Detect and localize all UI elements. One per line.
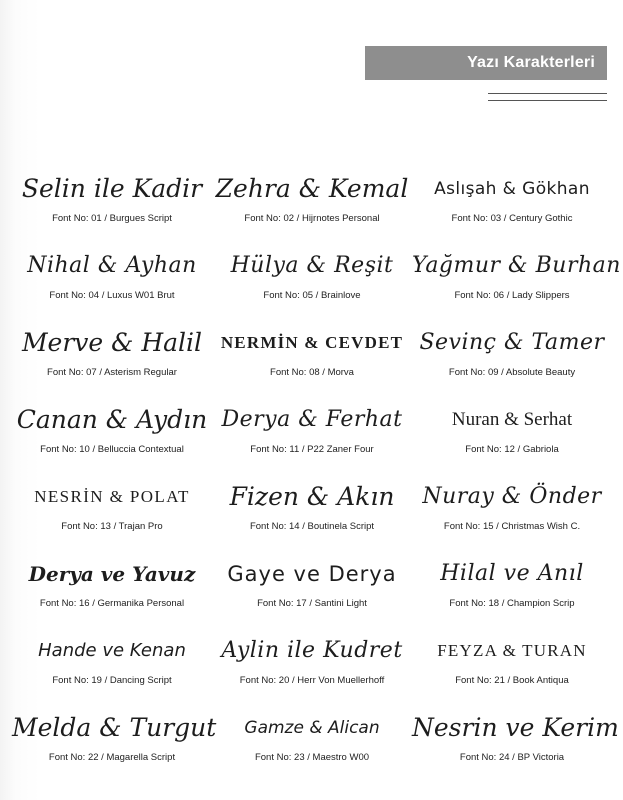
font-sample-preview: Merve & Halil (21, 328, 203, 357)
font-sample-07 (12, 319, 212, 378)
font-sample-preview: Sevinç & Tamer (419, 330, 605, 355)
font-sample-preview: Canan & Aydın (16, 405, 208, 434)
font-sample-08 (212, 319, 412, 378)
font-sample-preview: Hande ve Kenan (38, 640, 186, 661)
font-sample-preview: Gaye ve Derya (227, 562, 397, 586)
font-sample-caption: Font No: 19 / Dancing Script (52, 675, 172, 686)
font-sample-caption: Font No: 02 / Hijrnotes Personal (244, 213, 380, 224)
font-sample-caption: Font No: 01 / Burgues Script (52, 213, 172, 224)
font-sample-18 (412, 550, 612, 609)
font-sample-preview: Selin ile Kadir (21, 174, 203, 203)
font-sample-preview: Hilal ve Anıl (440, 561, 584, 586)
font-sample-preview: Nihal & Ayhan (27, 253, 197, 278)
font-sample-caption: Font No: 21 / Book Antiqua (455, 675, 569, 686)
font-sample-preview: Melda & Turgut (12, 713, 217, 742)
font-sample-preview: Zehra & Kemal (215, 174, 409, 203)
font-sample-preview: NESRİN & POLAT (34, 487, 190, 506)
font-sample-23 (212, 704, 412, 763)
font-sample-caption: Font No: 10 / Belluccia Contextual (40, 444, 184, 455)
font-sample-preview: Nesrin ve Kerim (412, 713, 619, 742)
font-sample-caption: Font No: 22 / Magarella Script (48, 752, 176, 763)
font-sample-preview: Gamze & Alican (244, 718, 380, 738)
font-sample-13 (12, 473, 212, 532)
font-sample-caption: Font No: 23 / Maestro W00 (254, 752, 370, 763)
font-sample-09 (412, 319, 612, 378)
font-sample-21 (412, 627, 612, 686)
font-sample-preview: Nuran & Serhat (451, 409, 573, 430)
font-sample-caption: Font No: 05 / Brainlove (263, 290, 361, 301)
font-sample-22 (12, 704, 217, 763)
font-sample-17 (212, 550, 412, 609)
font-sample-caption: Font No: 20 / Herr Von Muellerhoff (239, 675, 385, 686)
font-sample-caption: Font No: 11 / P22 Zaner Four (250, 444, 374, 455)
font-sample-preview: Derya & Ferhat (221, 407, 403, 432)
font-sample-caption: Font No: 09 / Absolute Beauty (448, 367, 576, 378)
font-sample-02 (212, 165, 412, 224)
font-sample-15 (412, 473, 612, 532)
font-sample-caption: Font No: 12 / Gabriola (465, 444, 559, 455)
font-sample-caption: Font No: 07 / Asterism Regular (47, 367, 177, 378)
font-sample-caption: Font No: 16 / Germanika Personal (39, 598, 185, 609)
font-sample-20 (212, 627, 412, 686)
font-sample-caption: Font No: 15 / Christmas Wish C. (443, 521, 581, 532)
font-sample-caption: Font No: 17 / Santini Light (257, 598, 367, 609)
font-sample-14 (212, 473, 412, 532)
font-sample-19 (12, 627, 212, 686)
font-sample-06 (412, 242, 621, 301)
font-sample-05 (212, 242, 412, 301)
font-sample-caption: Font No: 08 / Morva (270, 367, 354, 378)
font-sample-04 (12, 242, 212, 301)
font-sample-caption: Font No: 06 / Lady Slippers (454, 290, 570, 301)
font-sample-caption: Font No: 03 / Century Gothic (451, 213, 573, 224)
font-sample-preview: Yağmur & Burhan (412, 253, 621, 278)
font-sample-caption: Font No: 04 / Luxus W01 Brut (49, 290, 175, 301)
font-sample-preview: Fizen & Akın (229, 482, 395, 511)
font-sample-preview: Nuray & Önder (422, 484, 602, 509)
header-rule-bottom (488, 100, 607, 101)
font-sample-caption: Font No: 24 / BP Victoria (459, 752, 565, 763)
font-sample-caption: Font No: 14 / Boutinela Script (249, 521, 375, 532)
font-sample-caption: Font No: 18 / Champion Scrip (449, 598, 575, 609)
font-sample-caption: Font No: 13 / Trajan Pro (61, 521, 163, 532)
font-sample-preview: FEYZA & TURAN (437, 641, 587, 660)
font-sample-preview: Aslışah & Gökhan (434, 179, 590, 199)
font-sample-03 (412, 165, 612, 224)
font-sample-preview: NERMİN & CEVDET (220, 333, 404, 352)
section-header-bar (365, 46, 607, 80)
font-sample-preview: Hülya & Reşit (230, 253, 394, 278)
header-rule-top (488, 93, 607, 94)
section-title: Yazı Karakterleri (467, 54, 595, 71)
font-sample-preview: Derya ve Yavuz (28, 562, 196, 586)
font-sample-16 (12, 550, 212, 609)
font-sample-24 (412, 704, 619, 763)
font-sample-10 (12, 396, 212, 455)
font-sample-preview: Aylin ile Kudret (221, 638, 403, 663)
font-sample-11 (212, 396, 412, 455)
font-sample-01 (12, 165, 212, 224)
font-sample-12 (412, 396, 612, 455)
